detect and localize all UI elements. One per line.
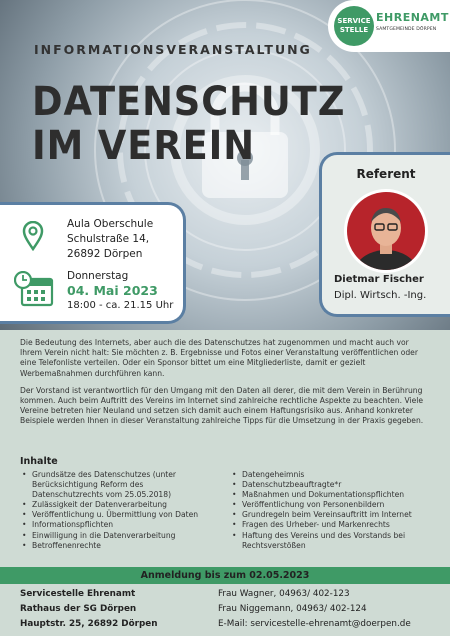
list-item: • Betroffenenrechte	[20, 541, 210, 551]
event-time: 18:00 - ca. 21.15 Uhr	[67, 300, 174, 311]
list-item: • Datengeheimnis	[230, 470, 440, 480]
list-item: • Datenschutzbeauftragte*r	[230, 480, 440, 490]
list-item: • Einwilligung in die Datenverarbeitung	[20, 531, 210, 541]
contact-email[interactable]: E-Mail: servicestelle-ehrenamt@doerpen.de	[218, 619, 411, 629]
event-weekday: Donnerstag	[67, 270, 129, 282]
organizer-address	[20, 587, 158, 632]
calendar-clock-icon	[14, 271, 54, 307]
servicestelle-logo	[328, 0, 450, 52]
list-item: • Informationspflichten	[20, 520, 210, 530]
event-info-card	[0, 202, 186, 324]
intro-text	[20, 338, 432, 434]
contact-phone-wagner: Frau Wagner, 04963/ 402-123	[218, 589, 350, 599]
event-kicker: INFORMATIONSVERANSTALTUNG	[34, 42, 312, 57]
organizer-line-1: Servicestelle Ehrenamt	[20, 589, 136, 599]
referent-card	[319, 152, 450, 317]
organizer-line-3: Hauptstr. 25, 26892 Dörpen	[20, 619, 158, 629]
event-title	[32, 80, 345, 168]
logo-name: EHRENAMT	[376, 11, 449, 24]
intro-paragraph-2: Der Vorstand ist verantwortlich für den Umgang mit den Daten all derer, die mit dem Verein in Berührung kommen. Auch beim Auftritt des Vereins im Internet sind zahlreiche rechtliche Aspekte zu beachten. Viele Vereine betreten hier Neuland und setzen sich damit auch einem Haftungsrisiko aus. Anhand konkreter Beispiele werden Ihnen in dieser Veranstaltung zahlreiche Tipps für die Umsetzung in der Praxis gegeben.	[20, 385, 424, 426]
contents-heading: Inhalte	[20, 456, 58, 467]
referent-photo	[344, 189, 428, 273]
referent-heading: Referent	[356, 167, 416, 181]
person-portrait-icon	[347, 192, 425, 270]
venue-line-1: Aula Oberschule	[67, 218, 154, 230]
registration-banner: Anmeldung bis zum 02.05.2023	[0, 567, 450, 584]
list-item: • Veröffentlichung u. Übermittlung von Daten	[20, 510, 210, 520]
location-pin-icon	[22, 221, 44, 251]
event-date: 04. Mai 2023	[67, 283, 158, 298]
contact-phone-niggemann: Frau Niggemann, 04963/ 402-124	[218, 604, 367, 614]
venue-line-2: Schulstraße 14,	[67, 233, 150, 245]
event-date-time	[67, 269, 173, 313]
organizer-line-2: Rathaus der SG Dörpen	[20, 604, 137, 614]
list-item: • Grundsätze des Datenschutzes (unter Berücksichtigung Reform des Datenschutzrechts vom 25.05.2018)	[20, 470, 210, 500]
contents-list-right	[230, 470, 440, 551]
referent-name: Dietmar Fischer	[334, 274, 424, 285]
logo-subtitle: SAMTGEMEINDE DÖRPEN	[376, 27, 437, 32]
contents-list-left	[20, 470, 210, 551]
list-item: • Grundregeln beim Vereinsauftritt im Internet	[230, 510, 440, 520]
venue-line-3: 26892 Dörpen	[67, 248, 143, 260]
intro-paragraph-1: Die Bedeutung des Internets, aber auch die des Datenschutzes hat zugenommen und macht auch vor Ihrem Verein nicht halt: Sie möchten z. B. Ergebnisse und Fotos einer Veranstaltung veröffentlichen oder eine Telefonliste verteilen. Oder ein Sponsor bittet um eine Mitgliederliste, damit er gezielt Werbemaßnahmen durchführen kann.	[20, 338, 418, 378]
title-line-1: DATENSCHUTZ	[32, 79, 346, 125]
list-item: • Haftung des Vereins und des Vorstands bei Rechtsverstößen	[230, 531, 440, 551]
referent-role: Dipl. Wirtsch. -Ing.	[334, 290, 427, 301]
list-item: • Veröffentlichung von Personenbildern	[230, 500, 440, 510]
venue-address	[67, 217, 153, 262]
title-line-2: IM VEREIN	[32, 123, 255, 169]
list-item: • Zulässigkeit der Datenverarbeitung	[20, 500, 210, 510]
contact-info	[218, 587, 411, 632]
logo-badge: SERVICE STELLE	[334, 6, 374, 46]
list-item: • Maßnahmen und Dokumentationspflichten	[230, 490, 440, 500]
list-item: • Fragen des Urheber- und Markenrechts	[230, 520, 440, 530]
